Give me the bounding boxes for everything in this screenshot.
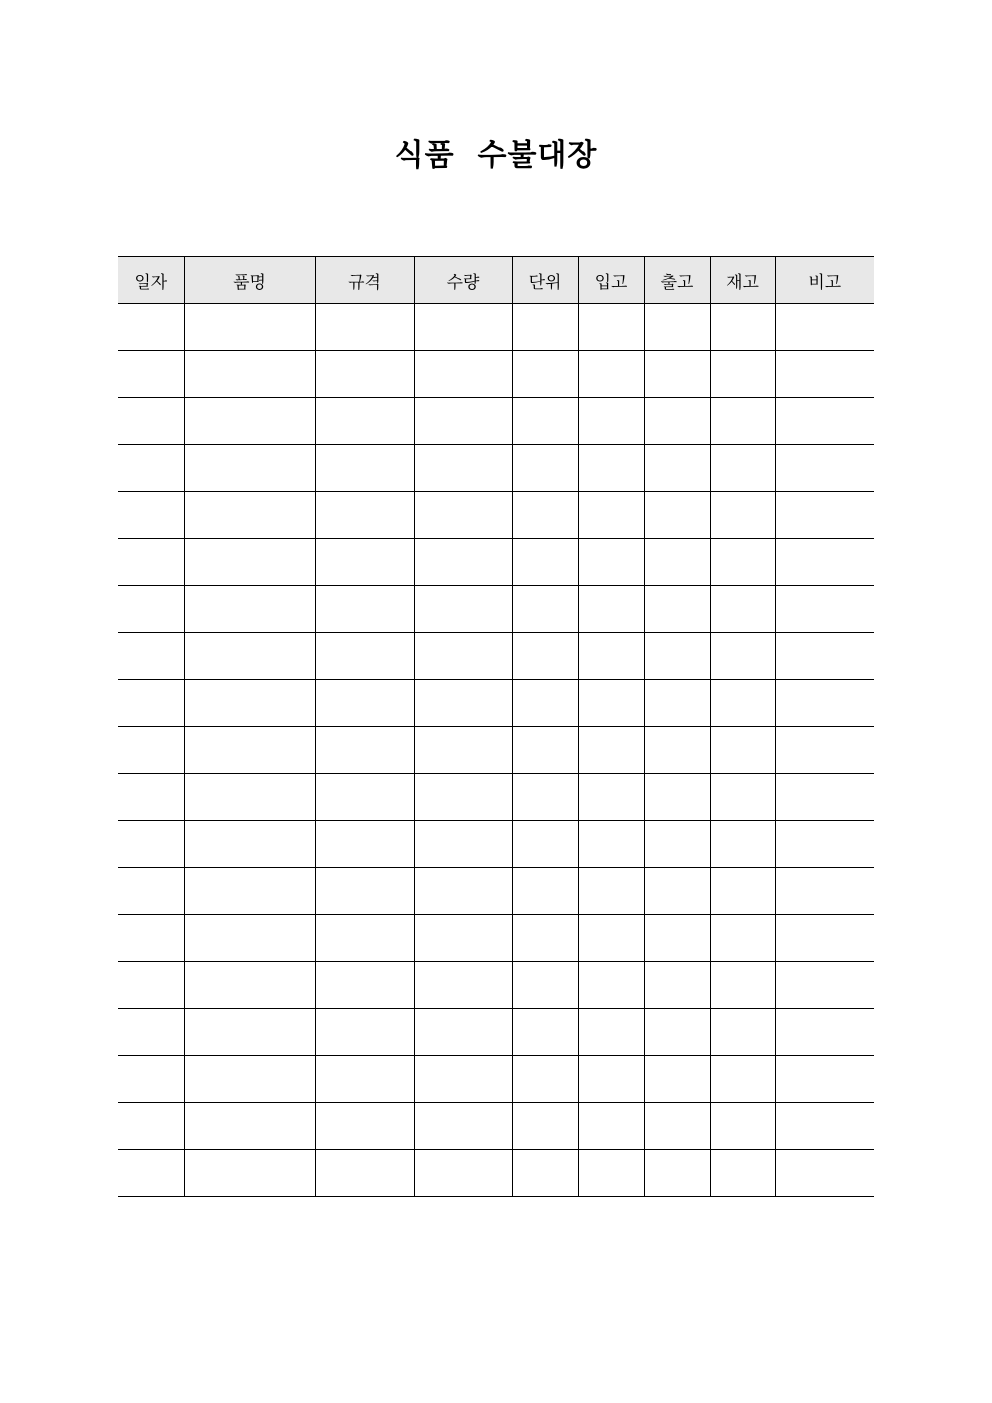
table-row (118, 1103, 874, 1150)
table-cell[interactable] (315, 398, 414, 445)
table-cell[interactable] (578, 774, 644, 821)
table-cell[interactable] (775, 1150, 874, 1197)
table-cell[interactable] (644, 351, 710, 398)
table-cell[interactable] (578, 962, 644, 1009)
table-cell[interactable] (512, 633, 578, 680)
table-cell[interactable] (414, 304, 512, 351)
table-cell[interactable] (710, 351, 775, 398)
table-cell[interactable] (775, 821, 874, 868)
table-cell[interactable] (710, 445, 775, 492)
table-cell[interactable] (118, 868, 184, 915)
table-row (118, 586, 874, 633)
table-cell[interactable] (512, 680, 578, 727)
table-cell[interactable] (578, 1009, 644, 1056)
table-cell[interactable] (118, 304, 184, 351)
table-cell[interactable] (644, 727, 710, 774)
table-cell[interactable] (644, 539, 710, 586)
table-cell[interactable] (315, 539, 414, 586)
table-cell[interactable] (414, 586, 512, 633)
table-cell[interactable] (315, 962, 414, 1009)
table-cell[interactable] (315, 445, 414, 492)
table-cell[interactable] (118, 727, 184, 774)
table-cell[interactable] (710, 821, 775, 868)
table-cell[interactable] (414, 1056, 512, 1103)
table-cell[interactable] (118, 680, 184, 727)
table-cell[interactable] (512, 1150, 578, 1197)
table-cell[interactable] (414, 821, 512, 868)
table-cell[interactable] (118, 1103, 184, 1150)
table-cell[interactable] (710, 1103, 775, 1150)
table-cell[interactable] (775, 868, 874, 915)
table-cell[interactable] (118, 492, 184, 539)
table-cell[interactable] (710, 868, 775, 915)
table-cell[interactable] (710, 1150, 775, 1197)
table-cell[interactable] (315, 633, 414, 680)
table-cell[interactable] (512, 445, 578, 492)
table-cell[interactable] (414, 727, 512, 774)
table-cell[interactable] (512, 492, 578, 539)
table-cell[interactable] (118, 445, 184, 492)
table-cell[interactable] (775, 774, 874, 821)
table-cell[interactable] (775, 1056, 874, 1103)
table-cell[interactable] (644, 1150, 710, 1197)
table-cell[interactable] (512, 727, 578, 774)
table-row (118, 821, 874, 868)
table-cell[interactable] (578, 1103, 644, 1150)
table-cell[interactable] (578, 727, 644, 774)
table-cell[interactable] (644, 680, 710, 727)
table-row (118, 774, 874, 821)
table-cell[interactable] (775, 492, 874, 539)
table-cell[interactable] (512, 398, 578, 445)
table-cell[interactable] (184, 492, 315, 539)
table-row (118, 962, 874, 1009)
table-cell[interactable] (512, 539, 578, 586)
table-row (118, 304, 874, 351)
table-cell[interactable] (414, 539, 512, 586)
table-cell[interactable] (710, 774, 775, 821)
table-cell[interactable] (414, 868, 512, 915)
table-cell[interactable] (644, 868, 710, 915)
table-cell[interactable] (710, 398, 775, 445)
table-cell[interactable] (512, 821, 578, 868)
table-row (118, 727, 874, 774)
table-cell[interactable] (775, 633, 874, 680)
table-cell[interactable] (512, 915, 578, 962)
table-cell[interactable] (414, 445, 512, 492)
table-row (118, 539, 874, 586)
table-cell[interactable] (775, 915, 874, 962)
table-row (118, 445, 874, 492)
table-cell[interactable] (315, 680, 414, 727)
table-cell[interactable] (775, 680, 874, 727)
table-cell[interactable] (184, 727, 315, 774)
table-cell[interactable] (710, 1056, 775, 1103)
table-cell[interactable] (315, 868, 414, 915)
table-cell[interactable] (184, 539, 315, 586)
table-row (118, 868, 874, 915)
table-cell[interactable] (184, 586, 315, 633)
table-cell[interactable] (414, 774, 512, 821)
table-cell[interactable] (184, 774, 315, 821)
table-row (118, 398, 874, 445)
column-header-remarks: 비고 (775, 257, 874, 304)
table-cell[interactable] (775, 445, 874, 492)
table-row (118, 1009, 874, 1056)
table-cell[interactable] (414, 492, 512, 539)
ledger-table (118, 256, 874, 1197)
table-cell[interactable] (315, 1103, 414, 1150)
table-cell[interactable] (710, 680, 775, 727)
table-cell[interactable] (118, 633, 184, 680)
table-cell[interactable] (644, 492, 710, 539)
table-cell[interactable] (118, 1150, 184, 1197)
table-cell[interactable] (414, 915, 512, 962)
table-cell[interactable] (184, 915, 315, 962)
table-row (118, 492, 874, 539)
table-cell[interactable] (578, 445, 644, 492)
table-cell[interactable] (644, 962, 710, 1009)
table-cell[interactable] (775, 962, 874, 1009)
table-cell[interactable] (775, 398, 874, 445)
table-cell[interactable] (578, 680, 644, 727)
table-cell[interactable] (184, 821, 315, 868)
table-cell[interactable] (512, 586, 578, 633)
table-cell[interactable] (578, 915, 644, 962)
table-cell[interactable] (710, 492, 775, 539)
table-cell[interactable] (118, 821, 184, 868)
table-cell[interactable] (644, 821, 710, 868)
table-cell[interactable] (710, 962, 775, 1009)
table-cell[interactable] (512, 351, 578, 398)
table-cell[interactable] (184, 1056, 315, 1103)
table-row (118, 351, 874, 398)
table-cell[interactable] (315, 1056, 414, 1103)
table-cell[interactable] (184, 398, 315, 445)
table-cell[interactable] (184, 351, 315, 398)
table-cell[interactable] (644, 1056, 710, 1103)
table-cell[interactable] (578, 586, 644, 633)
table-cell[interactable] (644, 304, 710, 351)
table-cell[interactable] (512, 1056, 578, 1103)
column-header-outgoing: 출고 (644, 257, 710, 304)
table-cell[interactable] (315, 915, 414, 962)
table-row (118, 1056, 874, 1103)
table-cell[interactable] (414, 1150, 512, 1197)
column-header-date: 일자 (118, 257, 184, 304)
table-cell[interactable] (775, 351, 874, 398)
table-cell[interactable] (775, 304, 874, 351)
header-row (118, 257, 874, 304)
table-cell[interactable] (710, 539, 775, 586)
table-cell[interactable] (512, 868, 578, 915)
table-cell[interactable] (315, 727, 414, 774)
column-header-stock: 재고 (710, 257, 775, 304)
column-header-quantity: 수량 (414, 257, 512, 304)
table-cell[interactable] (184, 868, 315, 915)
table-cell[interactable] (644, 633, 710, 680)
table-cell[interactable] (644, 1009, 710, 1056)
table-cell[interactable] (184, 633, 315, 680)
table-cell[interactable] (414, 1103, 512, 1150)
table-cell[interactable] (118, 351, 184, 398)
table-cell[interactable] (184, 1103, 315, 1150)
table-cell[interactable] (315, 351, 414, 398)
table-cell[interactable] (578, 398, 644, 445)
table-row (118, 915, 874, 962)
page-title: 식품 수불대장 (394, 138, 598, 173)
table-row (118, 633, 874, 680)
table-cell[interactable] (775, 1103, 874, 1150)
table-cell[interactable] (315, 1009, 414, 1056)
table-cell[interactable] (315, 1150, 414, 1197)
column-header-item-name: 품명 (184, 257, 315, 304)
table-cell[interactable] (578, 539, 644, 586)
table-cell[interactable] (184, 1150, 315, 1197)
table-cell[interactable] (184, 1009, 315, 1056)
table-cell[interactable] (644, 774, 710, 821)
table-row (118, 680, 874, 727)
table-cell[interactable] (414, 962, 512, 1009)
table-cell[interactable] (315, 492, 414, 539)
table-cell[interactable] (315, 821, 414, 868)
table-cell[interactable] (184, 445, 315, 492)
table-cell[interactable] (644, 586, 710, 633)
table-row (118, 1150, 874, 1197)
table-cell[interactable] (512, 774, 578, 821)
table-cell[interactable] (775, 727, 874, 774)
table-cell[interactable] (512, 1103, 578, 1150)
table-cell[interactable] (118, 1009, 184, 1056)
table-cell[interactable] (118, 915, 184, 962)
table-cell[interactable] (578, 1150, 644, 1197)
table-cell[interactable] (578, 351, 644, 398)
table-cell[interactable] (578, 633, 644, 680)
table-cell[interactable] (710, 1009, 775, 1056)
table-cell[interactable] (644, 445, 710, 492)
column-header-unit: 단위 (512, 257, 578, 304)
table-cell[interactable] (710, 304, 775, 351)
table-cell[interactable] (775, 1009, 874, 1056)
table-cell[interactable] (578, 492, 644, 539)
table-cell[interactable] (118, 1056, 184, 1103)
table-cell[interactable] (414, 398, 512, 445)
table-cell[interactable] (710, 727, 775, 774)
table-cell[interactable] (414, 1009, 512, 1056)
table-cell[interactable] (775, 586, 874, 633)
table-cell[interactable] (184, 304, 315, 351)
table-cell[interactable] (644, 398, 710, 445)
table-cell[interactable] (578, 1056, 644, 1103)
table-cell[interactable] (315, 304, 414, 351)
table-cell[interactable] (414, 351, 512, 398)
table-cell[interactable] (315, 774, 414, 821)
table-cell[interactable] (118, 539, 184, 586)
table-cell[interactable] (512, 962, 578, 1009)
table-cell[interactable] (710, 586, 775, 633)
table-cell[interactable] (578, 868, 644, 915)
column-header-spec: 규격 (315, 257, 414, 304)
table-cell[interactable] (512, 1009, 578, 1056)
table-cell[interactable] (118, 398, 184, 445)
table-cell[interactable] (710, 633, 775, 680)
table-cell[interactable] (118, 962, 184, 1009)
table-cell[interactable] (414, 633, 512, 680)
table-cell[interactable] (578, 304, 644, 351)
table-cell[interactable] (118, 586, 184, 633)
table-cell[interactable] (644, 1103, 710, 1150)
ledger-body (118, 304, 874, 1197)
table-cell[interactable] (414, 680, 512, 727)
table-cell[interactable] (315, 586, 414, 633)
table-cell[interactable] (512, 304, 578, 351)
table-cell[interactable] (118, 774, 184, 821)
table-cell[interactable] (184, 962, 315, 1009)
table-cell[interactable] (775, 539, 874, 586)
table-cell[interactable] (578, 821, 644, 868)
table-cell[interactable] (644, 915, 710, 962)
table-cell[interactable] (710, 915, 775, 962)
table-cell[interactable] (184, 680, 315, 727)
column-header-incoming: 입고 (578, 257, 644, 304)
